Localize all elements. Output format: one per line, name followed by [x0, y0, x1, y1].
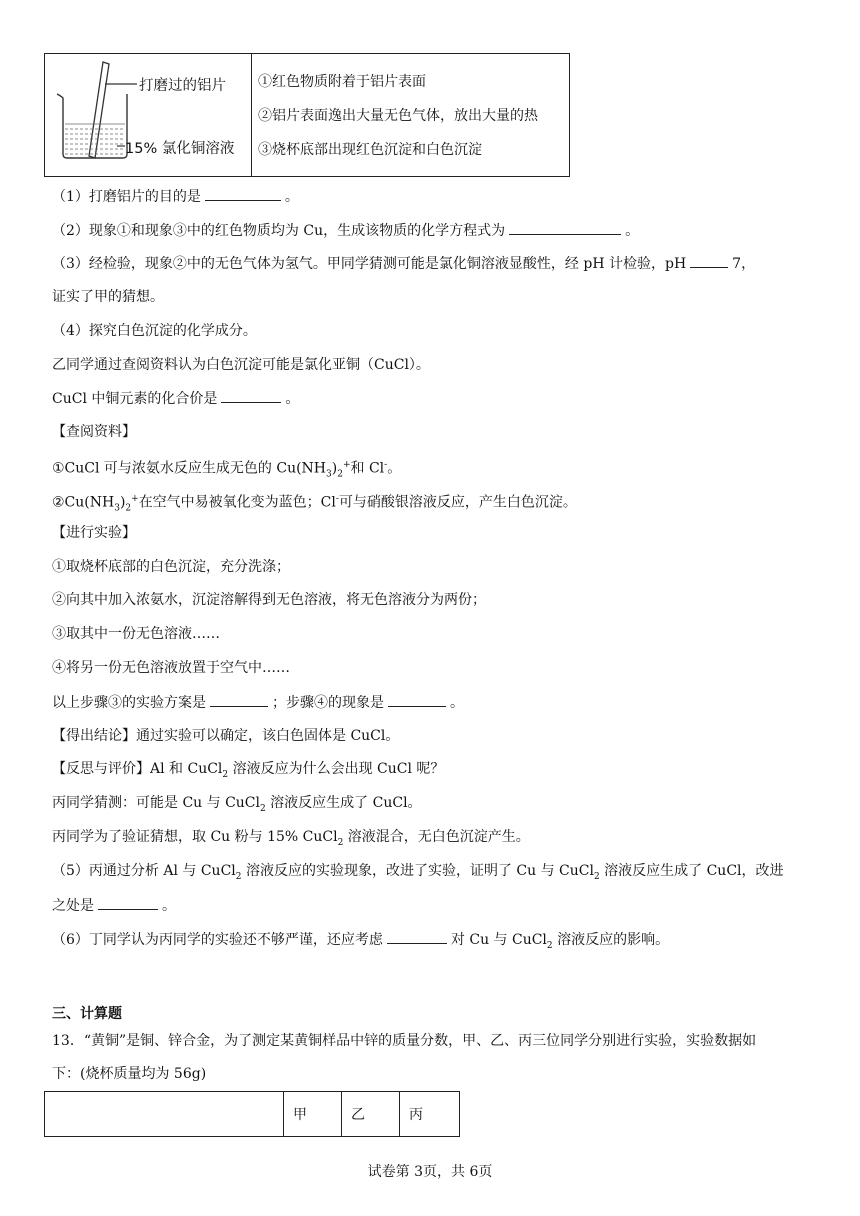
question-2: （2）现象①和现象③中的红色物质均为 Cu，生成该物质的化学方程式为 。	[52, 220, 639, 241]
table-header-bing: 丙	[399, 1092, 459, 1136]
aluminum-label: 打磨过的铝片	[139, 78, 226, 94]
answer-blank-3[interactable]	[690, 253, 728, 268]
question-3-continued: 证实了甲的猜想。	[52, 289, 164, 305]
question-3: （3）经检验，现象②中的无色气体为氢气。甲同学猜测可能是氯化铜溶液显酸性，经 pH 计检验，pH 7，	[52, 253, 755, 274]
answer-blank-valence[interactable]	[221, 388, 281, 403]
answer-blank-1[interactable]	[205, 186, 281, 201]
valence-question: CuCl 中铜元素的化合价是 。	[52, 388, 299, 409]
yi-hypothesis: 乙同学通过查阅资料认为白色沉淀可能是氯化亚铜（CuCl）。	[52, 357, 430, 373]
observation-3: ③烧杯底部出现红色沉淀和白色沉淀	[258, 142, 482, 158]
question-5: （5）丙通过分析 Al 与 CuCl$_2$ 溶液反应的实验现象，改进了实验，证明了 Cu 与 CuCl$_2$ 溶液反应生成了 CuCl，改进	[52, 863, 784, 882]
bing-experiment: 丙同学为了验证猜想，取 Cu 粉与 15% CuCl$_2$ 溶液混合，无白色沉淀产生。	[52, 829, 530, 848]
lookup-1: ①CuCl 可与浓氨水反应生成无色的 $Cu(NH_3)_2^+$和 Cl-。	[52, 460, 402, 480]
question-5-continued: 之处是 。	[52, 895, 176, 916]
table-header-jia: 甲	[283, 1092, 341, 1136]
question-4: （4）探究白色沉淀的化学成分。	[52, 323, 257, 339]
table-header-yi: 乙	[341, 1092, 399, 1136]
lookup-header: 【查阅资料】	[52, 424, 136, 440]
experiment-table	[44, 53, 570, 177]
steps-question: 以上步骤③的实验方案是 ；步骤④的现象是 。	[52, 692, 464, 713]
step-3: ③取其中一份无色溶液……	[52, 626, 220, 642]
answer-blank-step3[interactable]	[210, 692, 268, 707]
question-13-continued: 下：(烧杯质量均为 56g)	[52, 1066, 207, 1082]
lookup-2: $②Cu(NH_3)_2^+$在空气中易被氧化变为蓝色；Cl-可与硝酸银溶液反应，产生白色沉淀。	[52, 494, 577, 514]
data-table	[44, 1091, 460, 1137]
step-1: ①取烧杯底部的白色沉淀，充分洗涤；	[52, 559, 290, 575]
observation-2: ②铝片表面逸出大量无色气体，放出大量的热	[258, 108, 538, 124]
step-2: ②向其中加入浓氨水，沉淀溶解得到无色溶液，将无色溶液分为两份；	[52, 592, 486, 608]
question-6: （6）丁同学认为丙同学的实验还不够严谨，还应考虑 对 Cu 与 CuCl$_2$ 溶液反应的影响。	[52, 929, 669, 956]
solution-label: 15% 氯化铜溶液	[125, 141, 235, 157]
experiment-header: 【进行实验】	[52, 525, 136, 541]
reflection: 【反思与评价】Al 和 CuCl$_2$ 溶液反应为什么会出现 CuCl 呢？	[52, 761, 445, 780]
table-header-blank	[45, 1092, 283, 1136]
step-4: ④将另一份无色溶液放置于空气中……	[52, 660, 290, 676]
observations-cell	[252, 54, 569, 176]
answer-blank-step4[interactable]	[388, 692, 446, 707]
answer-blank-5[interactable]	[98, 895, 158, 910]
answer-blank-2[interactable]	[509, 220, 621, 235]
observation-1: ①红色物质附着于铝片表面	[258, 74, 426, 90]
question-13: 13．“黄铜”是铜、锌合金，为了测定某黄铜样品中锌的质量分数，甲、乙、丙三位同学分别进行实验，实验数据如	[52, 1033, 757, 1049]
page-footer: 试卷第 3页，共 6页	[367, 1164, 493, 1180]
apparatus-figure	[45, 54, 252, 176]
answer-blank-6[interactable]	[387, 929, 447, 944]
section-title: 三、计算题	[52, 1006, 122, 1022]
conclusion: 【得出结论】通过实验可以确定，该白色固体是 CuCl。	[52, 728, 400, 744]
bing-guess: 丙同学猜测：可能是 Cu 与 CuCl$_2$ 溶液反应生成了 CuCl。	[52, 795, 422, 814]
beaker-figure	[45, 54, 251, 178]
question-1: （1）打磨铝片的目的是 。	[52, 186, 299, 207]
